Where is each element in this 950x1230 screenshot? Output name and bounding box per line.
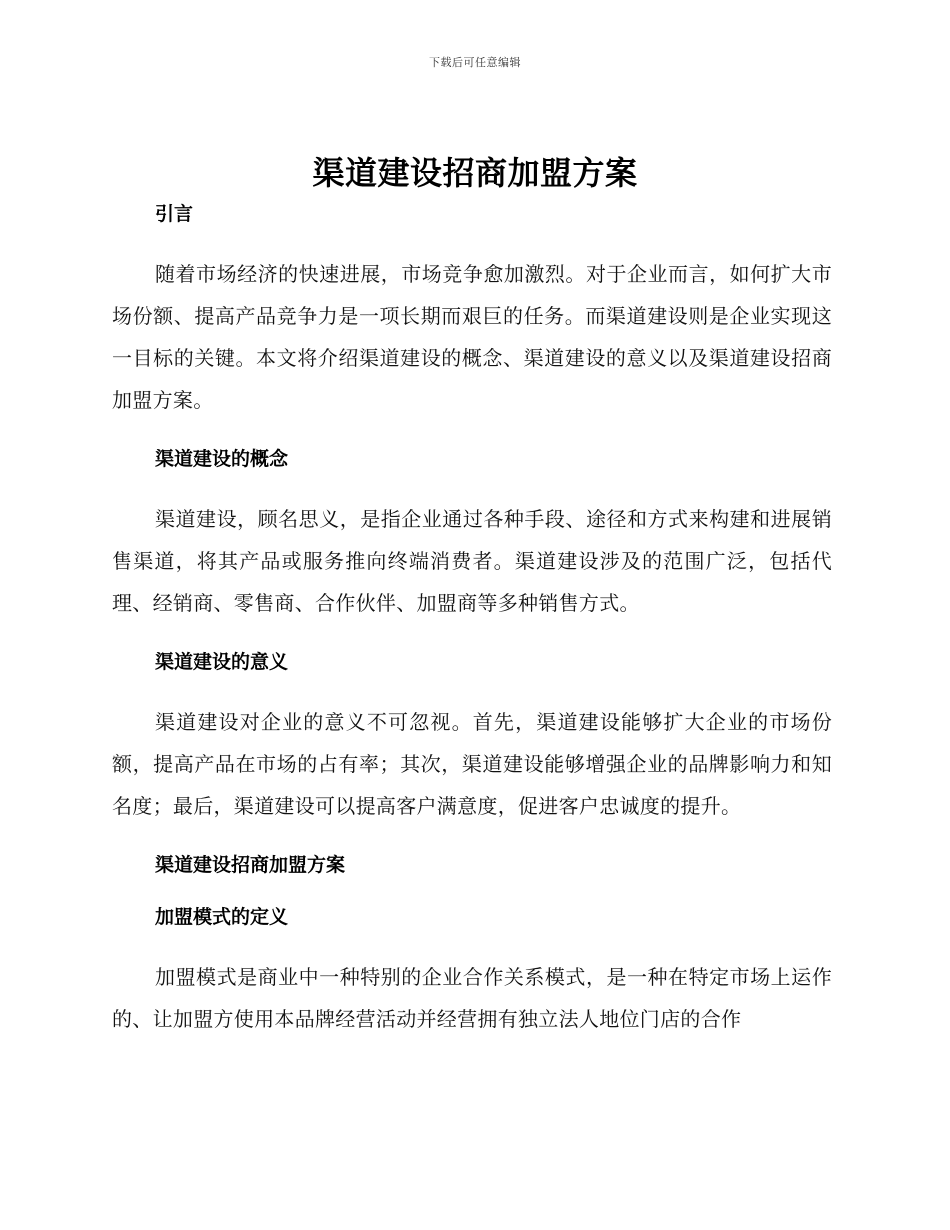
- document-body: [112, 200, 832, 1040]
- section-heading-franchise-definition: 加盟模式的定义: [155, 906, 289, 928]
- page-header-note: 下载后可任意编辑: [429, 56, 521, 69]
- document-title: 渠道建设招商加盟方案: [312, 154, 638, 192]
- paragraph-meaning: 渠道建设对企业的意义不可忽视。首先，渠道建设能够扩大企业的市场份额，提高产品在市场的占有率；其次，渠道建设能够增强企业的品牌影响力和知名度；最后，渠道建设可以提高客户满意度，促进客户忠诚度的提升。: [112, 710, 832, 818]
- section-heading-plan: 渠道建设招商加盟方案: [155, 854, 346, 876]
- paragraph-franchise-definition: 加盟模式是商业中一种特别的企业合作关系模式，是一种在特定市场上运作的、让加盟方使用本品牌经营活动并经营拥有独立法人地位门店的合作: [112, 965, 832, 1031]
- section-heading-intro: 引言: [155, 203, 194, 225]
- paragraph-concept: 渠道建设，顾名思义，是指企业通过各种手段、途径和方式来构建和进展销售渠道，将其产品或服务推向终端消费者。渠道建设涉及的范围广泛，包括代理、经销商、零售商、合作伙伴、加盟商等多种销售方式。: [112, 507, 832, 615]
- section-heading-meaning: 渠道建设的意义: [155, 651, 289, 673]
- section-heading-concept: 渠道建设的概念: [155, 448, 289, 470]
- paragraph-intro: 随着市场经济的快速进展，市场竞争愈加激烈。对于企业而言，如何扩大市场份额、提高产品竞争力是一项长期而艰巨的任务。而渠道建设则是企业实现这一目标的关键。本文将介绍渠道建设的概念、渠道建设的意义以及渠道建设招商加盟方案。: [112, 262, 832, 412]
